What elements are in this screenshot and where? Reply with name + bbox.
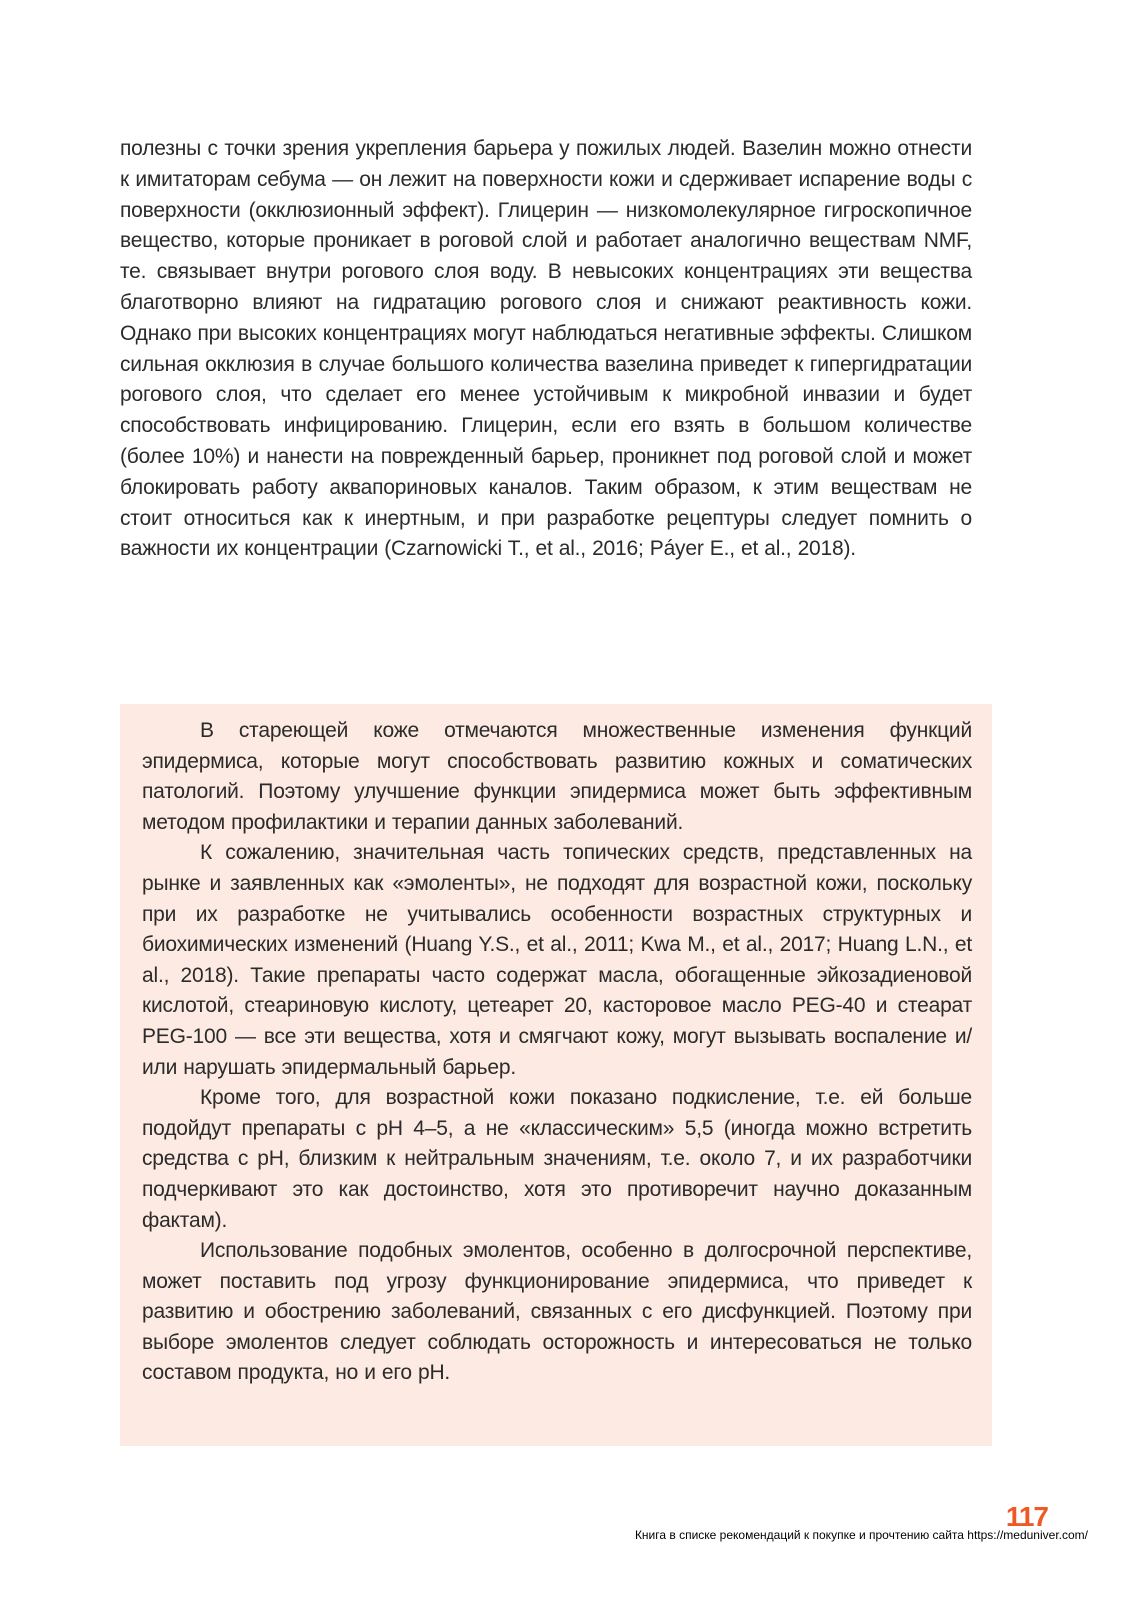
footer-recommendation-note: Книга в списке рекомендаций к покупке и прочтению сайта https://meduniver.com/ [634,1528,1088,1542]
body-paragraph: полезны с точки зрения укрепления барьера у пожилых людей. Вазелин можно отнести к имитаторам себума — он лежит на поверхности кожи и сдерживает испарение воды с поверхности (окклюзионный эффект). Глицерин — низкомолекулярное гигроскопичное вещество, которые проникает в роговой слой и работает аналогично веществам NMF, те. связывает внутри рогового слоя воду. В невысоких концентрациях эти вещества благотворно влияют на гидратацию рогового слоя и снижают реактивность кожи. Однако при высоких концентрациях могут наблюдаться негативные эффекты. Слишком сильная окклюзия в случае большого количества вазелина приведет к гипергидратации рогового слоя, что сделает его менее устойчивым к микробной инвазии и будет способствовать инфицированию. Глицерин, если его взять в большом количестве (более 10%) и нанести на поврежденный барьер, проникнет под роговой слой и может блокировать работу аквапориновых каналов. Таким образом, к этим веществам не стоит относиться как к инертным, и при разработке рецептуры следует помнить о важности их концентрации (Czarnowicki T., et al., 2016; Páyer E., et al., 2018). [120,137,972,561]
page-number: 117 [1005,1501,1048,1532]
callout-paragraph-2: К сожалению, значительная часть топических средств, представленных на рынке и заявленных как «эмоленты», не подходят для возрастной кожи, поскольку при их разработке не учитывались особенности возрастных структурных и биохимических изменений (Huang Y.S., et al., 2011; Kwa M., et al., 2017; Huang L.N., et al., 2018). Такие препараты часто содержат масла, обогащенные эйкозадиеновой кислотой, стеариновую кислоту, цетеарет 20, касторовое масло PEG-40 и стеарат PEG-100 — все эти вещества, хотя и смягчают кожу, могут вызывать воспаление и/или нарушать эпидермальный барьер. [142,841,972,1079]
callout-paragraph-4: Использование подобных эмолентов, особенно в долгосрочной перспективе, может поставить под угрозу функционирование эпидермиса, что приведет к развитию и обострению заболеваний, связанных с его дисфункцией. Поэтому при выборе эмолентов следует соблюдать осторожность и интересоваться не только составом продукта, но и его рН. [142,1239,972,1385]
callout-paragraph-1: В стареющей коже отмечаются множественные изменения функций эпидермиса, которые могут способствовать развитию кожных и соматических патологий. Поэтому улучшение функции эпидермиса может быть эффективным методом профилактики и терапии данных заболеваний. [142,719,972,834]
callout-box [120,704,992,1446]
callout-paragraph-3: Кроме того, для возрастной кожи показано подкисление, т.е. ей больше подойдут препараты с рН 4–5, а не «классическим» 5,5 (иногда можно встретить средства с рН, близким к нейтральным значениям, т.е. около 7, и их разработчики подчеркивают это как достоинство, хотя это противоречит научно доказанным фактам). [142,1086,972,1232]
